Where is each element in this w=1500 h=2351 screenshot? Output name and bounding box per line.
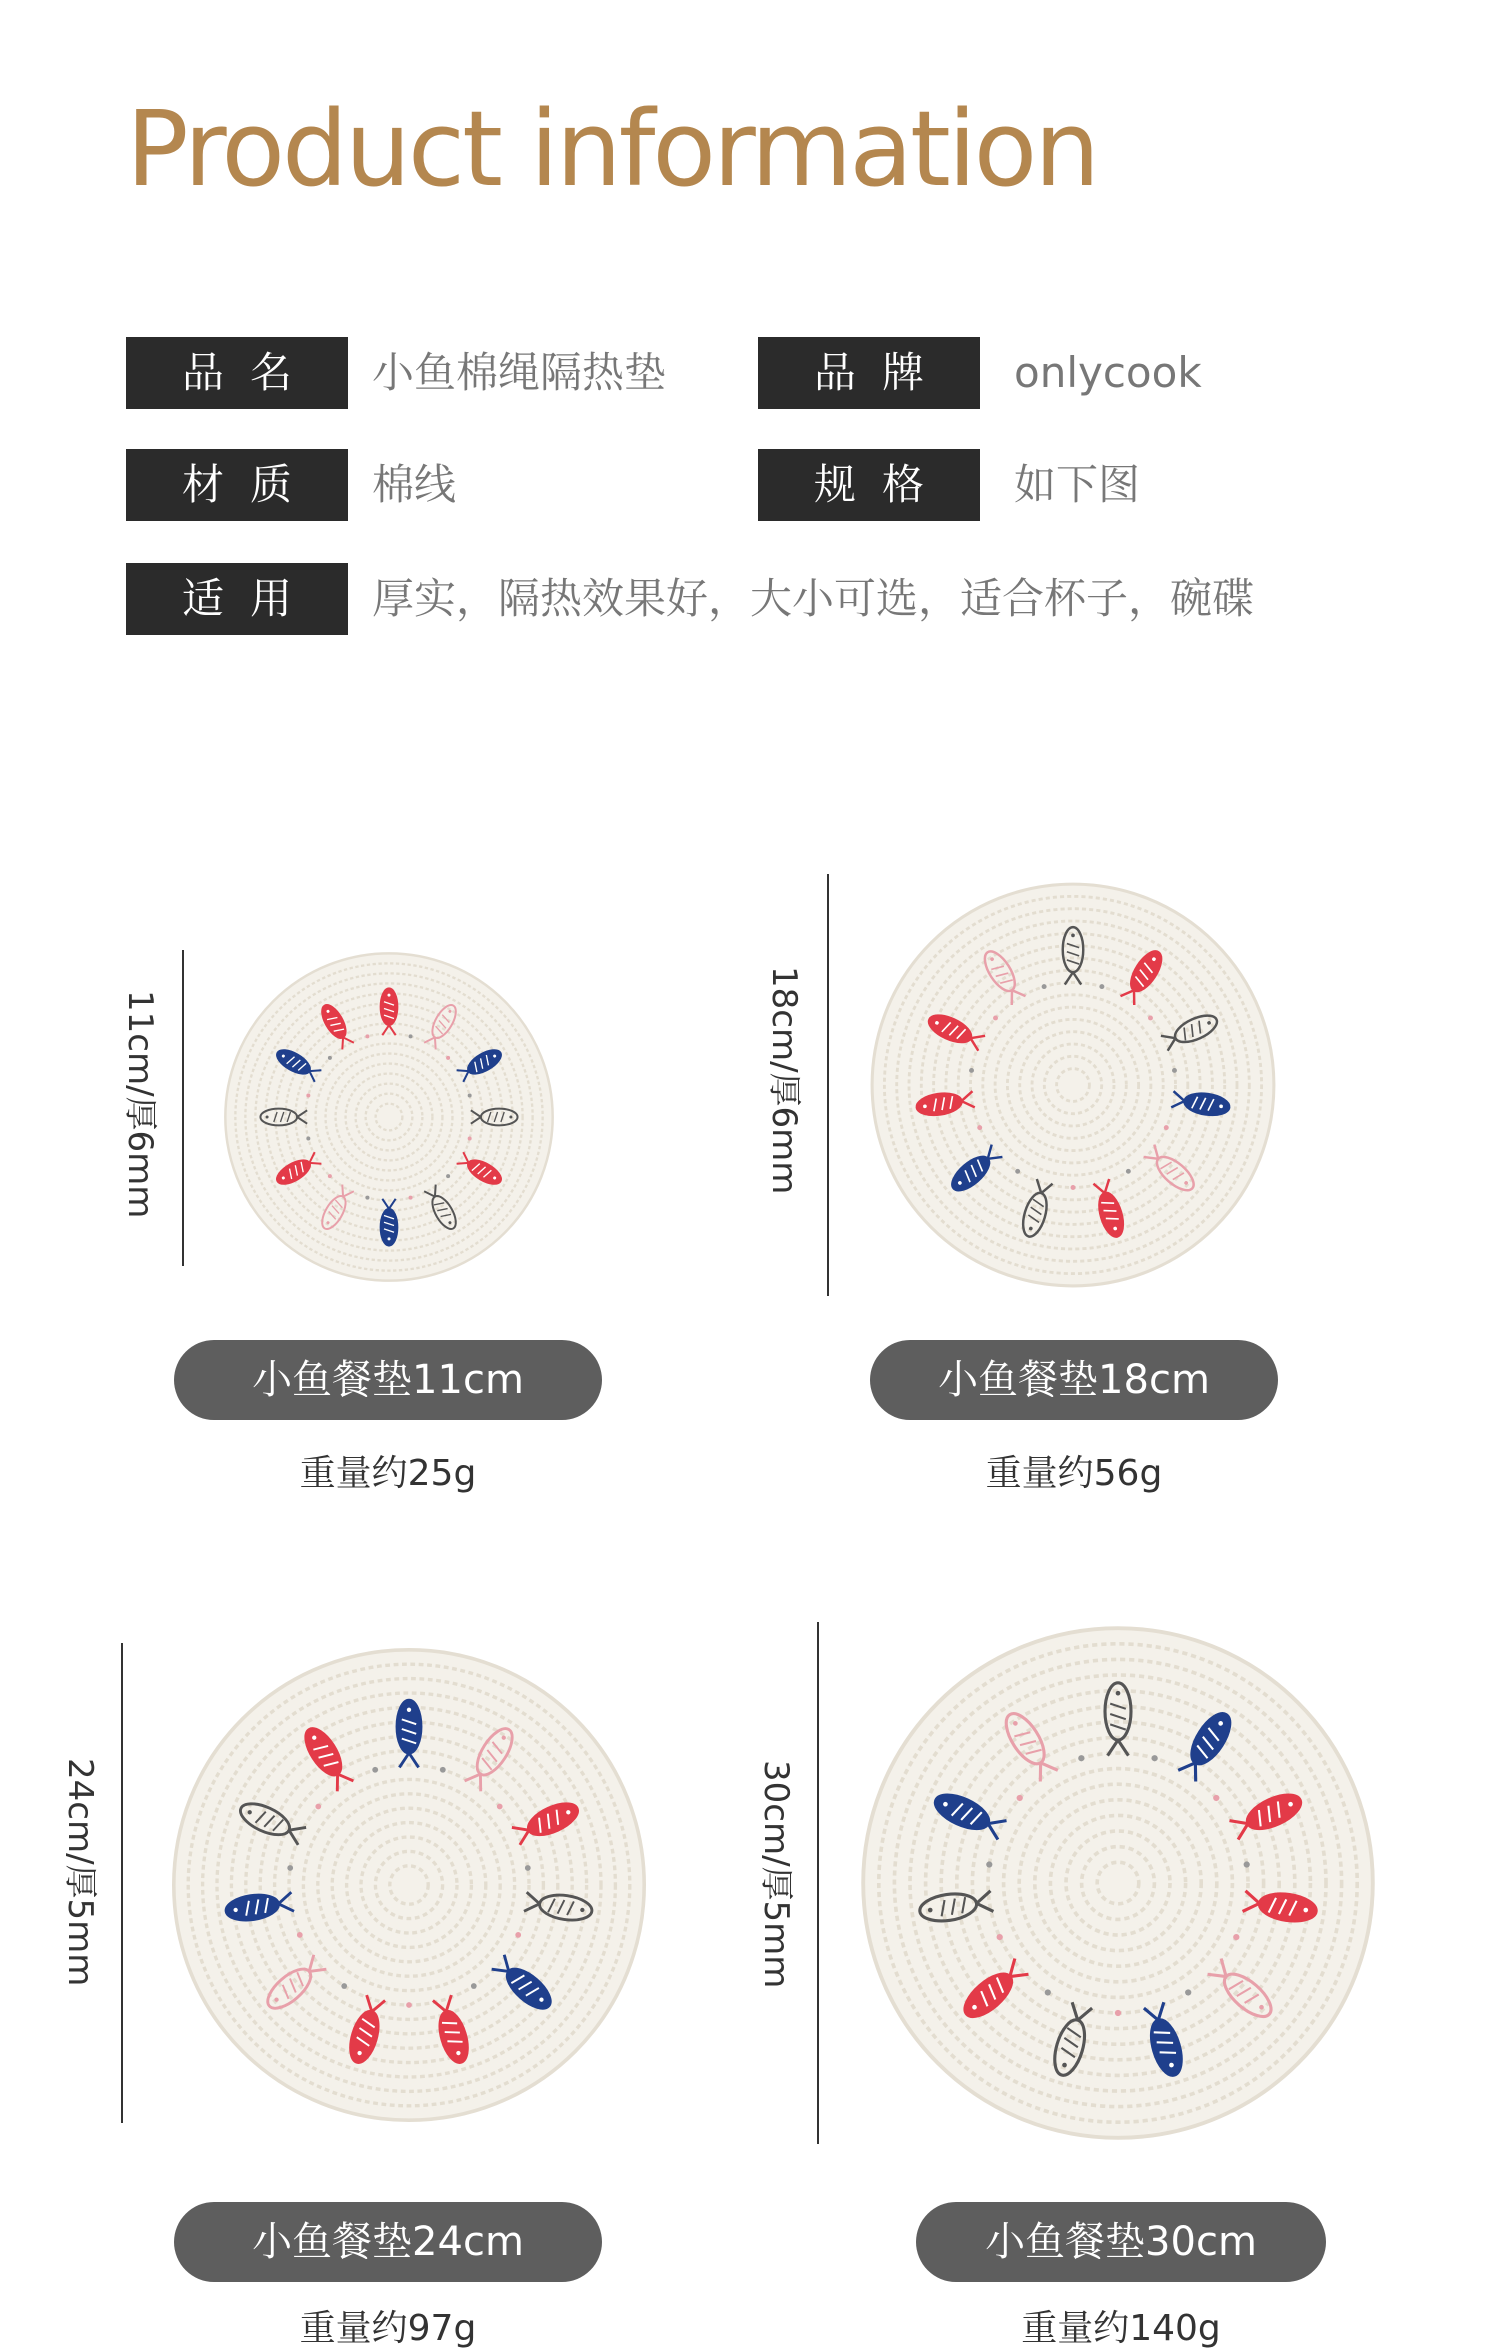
- placemat-image: [858, 1622, 1378, 2144]
- spec-value-material: 棉线: [372, 460, 457, 509]
- dimension-line: [121, 1643, 123, 2123]
- dimension-line: [817, 1622, 819, 2144]
- spec-label-usage: 适用: [126, 563, 348, 635]
- spec-label-material: 材质: [126, 449, 348, 521]
- dimension-label: 18cm/厚6mm: [764, 966, 804, 1195]
- product-weight: 重量约97g: [299, 2308, 477, 2349]
- placemat-image: [222, 950, 556, 1284]
- spec-value-usage: 厚实，隔热效果好，大小可选，适合杯子，碗碟: [372, 574, 1255, 623]
- spec-label-size: 规格: [758, 449, 980, 521]
- product-name-pill: 小鱼餐垫11cm: [174, 1340, 602, 1420]
- dimension-line: [827, 874, 829, 1296]
- spec-label-name: 品名: [126, 337, 348, 409]
- spec-value-name: 小鱼棉绳隔热垫: [372, 348, 667, 397]
- placemat-image: [868, 874, 1278, 1296]
- spec-label-brand: 品牌: [758, 337, 980, 409]
- product-name-pill: 小鱼餐垫18cm: [870, 1340, 1278, 1420]
- product-name-pill: 小鱼餐垫30cm: [916, 2202, 1326, 2282]
- page-title: Product information: [126, 88, 1098, 210]
- product-weight: 重量约56g: [985, 1453, 1163, 1494]
- dimension-label: 30cm/厚5mm: [756, 1760, 796, 1989]
- dimension-label: 11cm/厚6mm: [120, 990, 160, 1219]
- product-weight: 重量约25g: [299, 1453, 477, 1494]
- placemat-image: [168, 1645, 650, 2125]
- product-weight: 重量约140g: [1021, 2308, 1221, 2349]
- product-name-pill: 小鱼餐垫24cm: [174, 2202, 602, 2282]
- dimension-label: 24cm/厚5mm: [60, 1758, 100, 1987]
- spec-value-size: 如下图: [1014, 460, 1141, 509]
- dimension-line: [182, 950, 184, 1266]
- spec-value-brand: onlycook: [1014, 348, 1202, 397]
